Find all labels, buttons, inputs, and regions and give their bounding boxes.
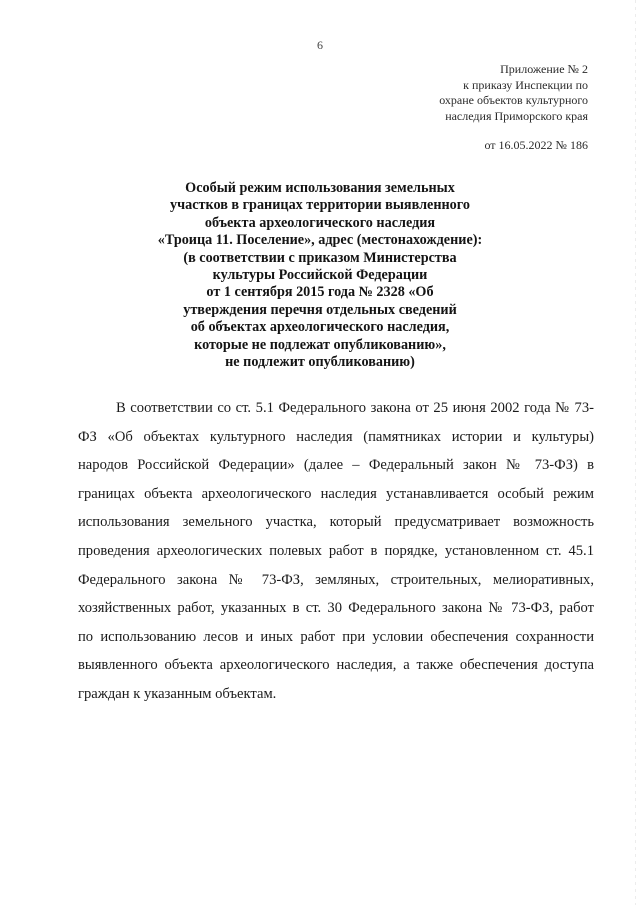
body-line: ФЗ «Об объектах культурного наследия (памятниках истории и культуры) [78, 428, 594, 445]
title-line: от 1 сентября 2015 года № 2328 «Об [206, 284, 434, 301]
title-line: «Троица 11. Поселение», адрес (местонахождение): [157, 232, 483, 249]
document-title [100, 180, 540, 371]
title-line: объекта археологического наследия [204, 214, 436, 231]
body-paragraph [78, 394, 594, 709]
body-line: Федерального закона № 73-ФЗ, земляных, строительных, мелиоративных, [78, 571, 594, 588]
body-line: хозяйственных работ, указанных в ст. 30 Федерального закона № 73-ФЗ, работ [78, 600, 594, 617]
title-line: об объектах археологического наследия, [190, 319, 450, 336]
title-line: (в соответствии с приказом Министерства [183, 249, 457, 266]
order-date: от 16.05.2022 № 186 [484, 138, 588, 152]
page-number: 6 [317, 38, 323, 52]
appendix-line: к приказу Инспекции по [463, 77, 588, 92]
body-line: проведения археологических полевых работ в порядке, установленном ст. 45.1 [78, 542, 594, 559]
title-line: участков в границах территории выявленного [170, 197, 470, 214]
title-line: утверждения перечня отдельных сведений [183, 301, 457, 318]
body-line: использования земельного участка, который предусматривает возможность [78, 514, 594, 531]
body-line: граждан к указанным объектам. [78, 685, 277, 702]
scan-edge-mark [635, 0, 636, 905]
body-line: границах объекта археологического наследия устанавливается особый режим [78, 485, 594, 502]
body-line: В соответствии со ст. 5.1 Федерального закона от 25 июня 2002 года № 73- [116, 400, 594, 416]
body-line: выявленного объекта археологического наследия, а также обеспечения доступа [78, 657, 594, 674]
appendix-line: Приложение № 2 [500, 62, 588, 76]
title-line: которые не подлежат опубликованию», [194, 336, 446, 353]
appendix-header [348, 62, 588, 124]
appendix-line: охране объектов культурного [439, 93, 588, 107]
title-line: Особый режим использования земельных [185, 180, 455, 196]
body-line: по использованию лесов и иных работ при условии обеспечения сохранности [78, 628, 594, 645]
title-line: не подлежит опубликованию) [225, 354, 415, 371]
body-line: народов Российской Федерации» (далее – Федеральный закон № 73-ФЗ) в [78, 457, 594, 474]
appendix-line: наследия Приморского края [445, 108, 588, 123]
title-line: культуры Российской Федерации [212, 267, 428, 284]
